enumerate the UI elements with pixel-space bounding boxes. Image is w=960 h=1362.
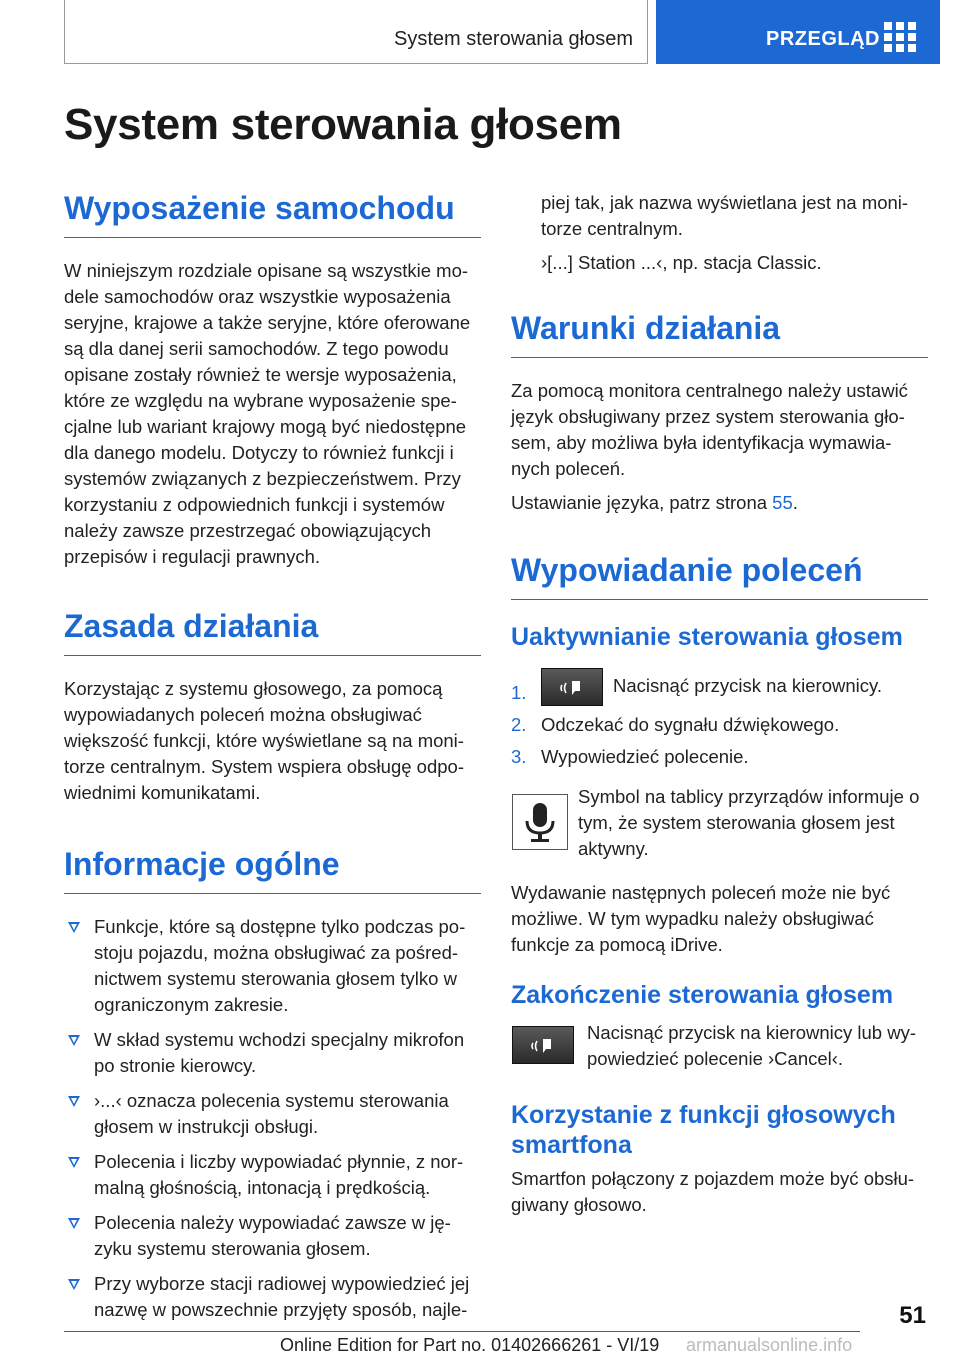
triangle-bullet-icon (68, 1035, 80, 1046)
end-voice-block (511, 1020, 928, 1074)
list-item: ›...‹ oznacza polecenia systemu sterowania głosem w instrukcji obsługi. (64, 1088, 481, 1140)
list-item (511, 712, 928, 738)
end-voice-text: Nacisnąć przycisk na kierownicy lub wy‐ powiedzieć polecenie ›Cancel‹. (587, 1022, 916, 1069)
further-commands-text: Wydawanie następnych poleceń może nie być możliwe. W tym wypadku należy obsługiwać funkcje za pomocą iDrive. (511, 882, 891, 955)
general-info-list (64, 914, 481, 1323)
conditions-text: Za pomocą monitora centralnego należy ustawić język obsługiwany przez system sterowania gło‐ sem, aby możliwa była identyfikacja wymawia‐ nych poleceń. (511, 380, 908, 479)
subheading-activate: Uaktywnianie sterowania głosem (511, 623, 903, 651)
grid-icon (884, 22, 928, 52)
list-item (511, 744, 928, 770)
triangle-bullet-icon (68, 1157, 80, 1168)
section-heading-conditions: Warunki działania (511, 310, 928, 358)
edition-text: Online Edition for Part no. 01402666261 - VI/19 (280, 1335, 660, 1355)
step-number: 3. (511, 746, 527, 767)
smartphone-text: Smartfon połączony z pojazdem może być obsłu‐ giwany głosowo. (511, 1168, 915, 1215)
subheading-smartphone: Korzystanie z funkcji głosowych smartfona (511, 1101, 896, 1159)
symbol-note-text: Symbol na tablicy przyrządów informuje o tym, że system sterowania głosem jest aktywny. (578, 786, 920, 859)
watermark: armanualsonline.info (686, 1335, 853, 1355)
list-item: Polecenia należy wypowiadać zawsze w ję‐ zyku systemu sterowania głosem. (64, 1210, 481, 1262)
microphone-icon (512, 794, 568, 850)
step-text: Wypowiedzieć polecenie. (541, 746, 749, 767)
triangle-bullet-icon (68, 1279, 80, 1290)
language-setting-ref: Ustawianie języka, patrz strona 55. (511, 492, 798, 513)
list-item: W skład systemu wchodzi specjalny mikrofon po stronie kierowcy. (64, 1027, 481, 1079)
overview-nav-button[interactable] (656, 0, 940, 64)
bullet-continuation: piej tak, jak nazwa wyświetlana jest na moni‐ torze centralnym. (541, 192, 909, 239)
section-heading-principle: Zasada działania (64, 608, 481, 656)
step-text: Odczekać do sygnału dźwiękowego. (541, 714, 840, 735)
voice-button-image (541, 668, 603, 706)
equipment-text: W niniejszym rozdziale opisane są wszystkie mo‐ dele samochodów oraz wszystkie wyposażenia seryjne, krajowe a także seryjne, które oferowane są dla danej serii samochodów. Z tego powodu opisane zostały również te wersje wyposażenia, które ze względu na wybrane wyposażenie spe‐ cjalne lub wariant krajowy mogą być niedostępne dla danego modelu. Dotyczy to również funkcji i systemów związanych z bezpieczeństwem. Przy korzystaniu z odpowiednich funkcji i systemów należy zawsze przestrzegać obowiązujących przepisów i regulacji prawnych. (64, 260, 471, 567)
section-heading-general: Informacje ogólne (64, 846, 481, 894)
step-text: Nacisnąć przycisk na kierownicy. (613, 674, 883, 696)
list-item (511, 668, 928, 706)
triangle-bullet-icon (68, 1218, 80, 1229)
list-item: Funkcje, które są dostępne tylko podczas po‐ stoju pojazdu, można obsługiwać za pośred‐ nictwem systemu sterowania głosem tylko w ograniczonym zakresie. (64, 914, 481, 1018)
triangle-bullet-icon (68, 1096, 80, 1107)
overview-nav-label: PRZEGLĄD (766, 28, 880, 50)
right-column (511, 190, 928, 1218)
page-title: System sterowania głosem (64, 100, 622, 149)
section-heading-equipment: Wyposażenie samochodu (64, 190, 481, 238)
activation-steps (511, 668, 928, 770)
voice-button-image (512, 1026, 574, 1064)
step-number: 1. (511, 682, 527, 703)
list-item: Polecenia i liczby wypowiadać płynnie, z nor‐ malną głośnością, intonacją i prędkością. (64, 1149, 481, 1201)
station-example: ›[...] Station ...‹, np. stacja Classic. (541, 252, 822, 273)
page-link[interactable]: 55 (772, 492, 793, 513)
section-tab (64, 0, 648, 64)
step-number: 2. (511, 714, 527, 735)
triangle-bullet-icon (68, 922, 80, 933)
footer-divider (64, 1331, 860, 1332)
section-tab-label: System sterowania głosem (394, 28, 633, 50)
symbol-note-block (511, 784, 928, 864)
section-heading-commands: Wypowiadanie poleceń (511, 552, 928, 600)
principle-text: Korzystając z systemu głosowego, za pomocą wypowiadanych poleceń można obsługiwać większość funkcji, które wyświetlane są na moni‐ torze centralnym. System wspiera obsługę odpo‐ wiednimi komunikatami. (64, 678, 464, 803)
page-number: 51 (899, 1302, 926, 1329)
left-column (64, 190, 481, 1323)
list-item: Przy wyborze stacji radiowej wypowiedzieć jej nazwę w powszechnie przyjęty sposób, najle‐ (64, 1271, 481, 1323)
subheading-end: Zakończenie sterowania głosem (511, 981, 894, 1009)
